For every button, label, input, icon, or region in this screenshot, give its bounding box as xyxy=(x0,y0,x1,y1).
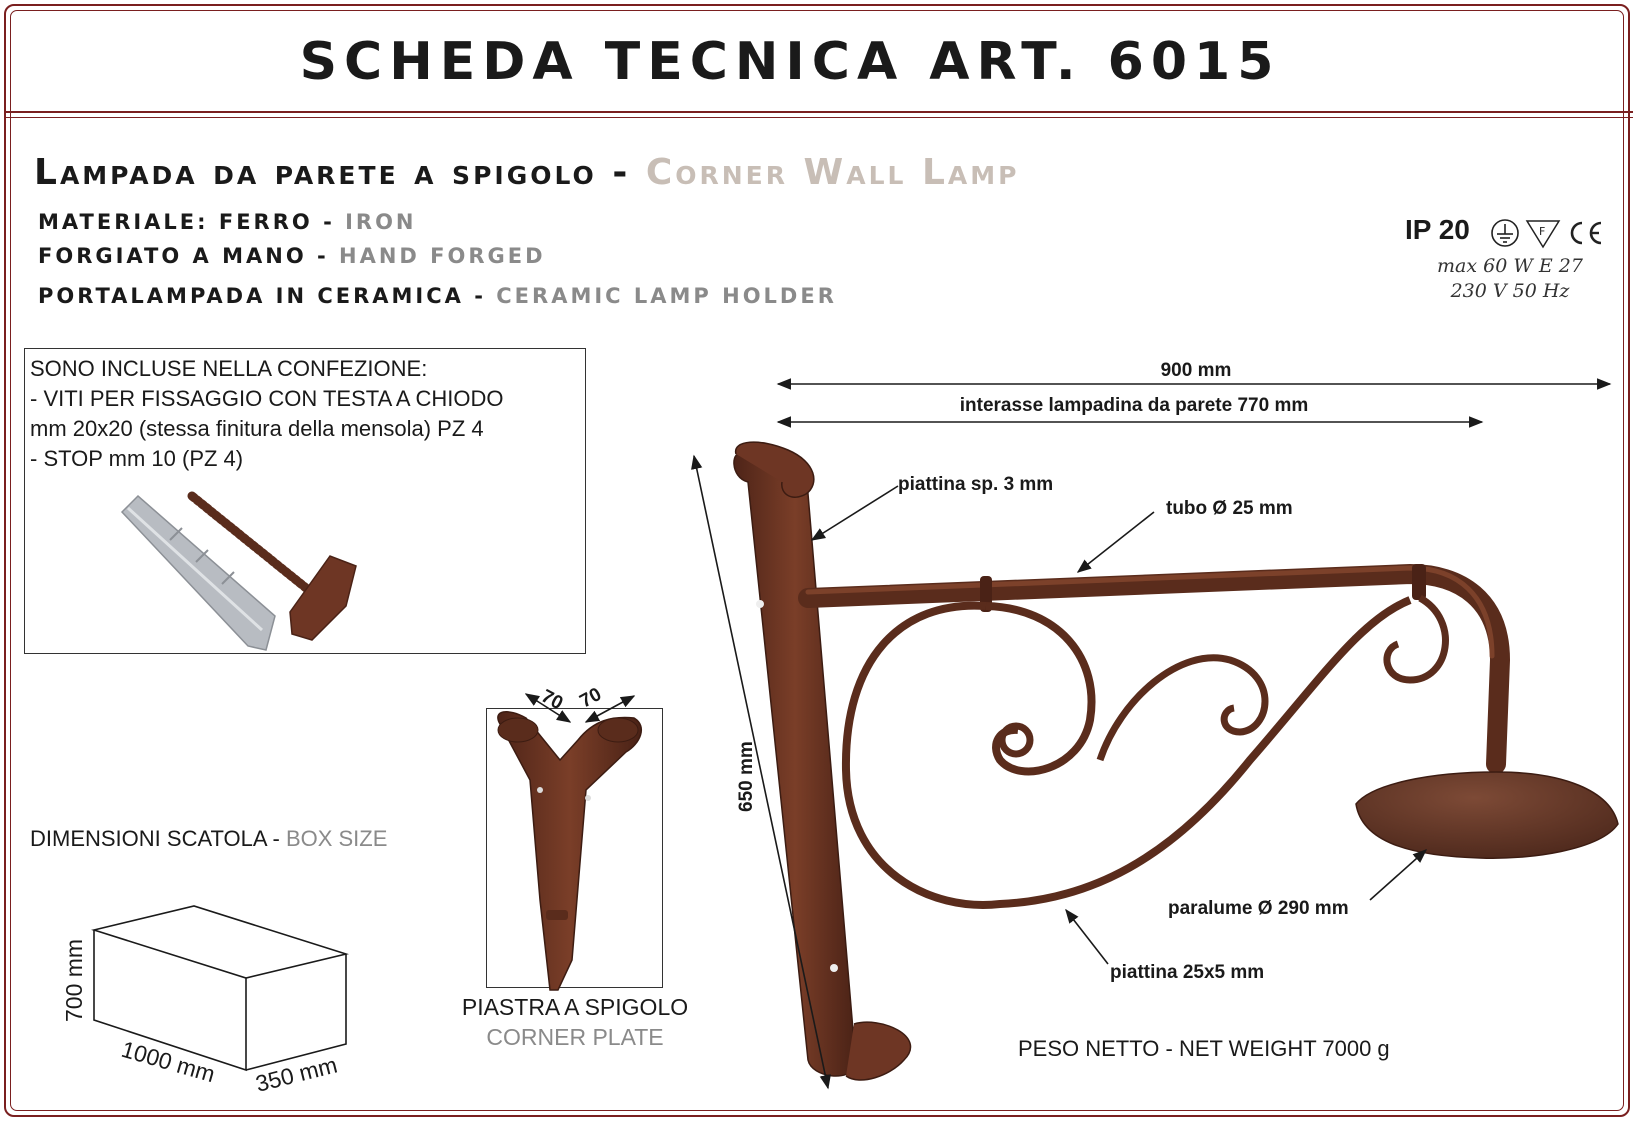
page-title: SCHEDA TECNICA ART. 6015 xyxy=(299,32,1281,92)
product-name-separator: - xyxy=(612,152,631,193)
spec-lampholder-sep: - xyxy=(474,284,486,308)
spec-lampholder-it: PORTALAMPADA IN CERAMICA xyxy=(38,284,464,308)
spec-forged-en: HAND FORGED xyxy=(339,244,546,268)
tube-label: tubo Ø 25 mm xyxy=(1166,498,1293,519)
net-weight: PESO NETTO - NET WEIGHT 7000 g xyxy=(1018,1036,1390,1061)
corner-plate-dimensions xyxy=(526,684,634,722)
box-depth-label: 350 mm xyxy=(252,1051,340,1097)
box-size-label-sep: - xyxy=(272,826,280,851)
box-length-label: 1000 mm xyxy=(118,1035,218,1088)
box-size-label-en: BOX SIZE xyxy=(285,826,388,851)
product-name-it: Lampada da parete a spigolo xyxy=(34,152,597,193)
package-line: - STOP mm 10 (PZ 4) xyxy=(30,446,244,471)
height-label: 650 mm xyxy=(736,741,757,812)
corner-plate-dim-right: 70 xyxy=(576,683,606,713)
spec-material-sep: - xyxy=(323,210,335,234)
box-size-label-it: DIMENSIONI SCATOLA xyxy=(30,826,267,851)
scroll-bar-leader xyxy=(1066,910,1108,964)
product-name-en: Corner Wall Lamp xyxy=(645,152,1020,193)
svg-text:F: F xyxy=(1539,225,1546,238)
scroll-bar-label: piattina 25x5 mm xyxy=(1110,962,1265,983)
shade-leader xyxy=(1370,850,1426,900)
package-line: SONO INCLUSE NELLA CONFEZIONE: xyxy=(30,356,428,381)
corner-plate-image xyxy=(498,712,641,990)
power-rating: max 60 W E 27 xyxy=(1437,255,1583,277)
bulb-distance-label: interasse lampadina da parete 770 mm xyxy=(959,395,1309,416)
corner-plate-label-en: CORNER PLATE xyxy=(486,1024,664,1050)
package-line: mm 20x20 (stessa finitura della mensola) PZ 4 xyxy=(30,416,484,441)
total-width-label: 900 mm xyxy=(1160,360,1232,381)
package-line: - VITI PER FISSAGGIO CON TESTA A CHIODO xyxy=(30,386,504,411)
spec-material-it: MATERIALE: FERRO xyxy=(38,210,313,234)
spec-lampholder-en: CERAMIC LAMP HOLDER xyxy=(496,284,837,308)
ip-rating: IP 20 xyxy=(1405,214,1470,245)
shade-label: paralume Ø 290 mm xyxy=(1168,898,1349,919)
corner-plate-dim-left: 70 xyxy=(537,685,567,715)
wall-plug-image xyxy=(122,496,275,650)
flat-bar-leader xyxy=(812,486,898,540)
spec-forged-sep: - xyxy=(316,244,329,268)
spec-material-en: IRON xyxy=(345,210,417,234)
voltage-rating: 230 V 50 Hz xyxy=(1450,280,1570,302)
flat-bar-label: piattina sp. 3 mm xyxy=(898,474,1054,495)
tube-leader xyxy=(1078,512,1154,572)
corner-plate-label-it: PIASTRA A SPIGOLO xyxy=(461,994,689,1020)
box-height-label: 700 mm xyxy=(61,938,87,1022)
spec-forged-it: FORGIATO A MANO xyxy=(38,244,307,268)
lamp-image xyxy=(734,442,1618,1080)
